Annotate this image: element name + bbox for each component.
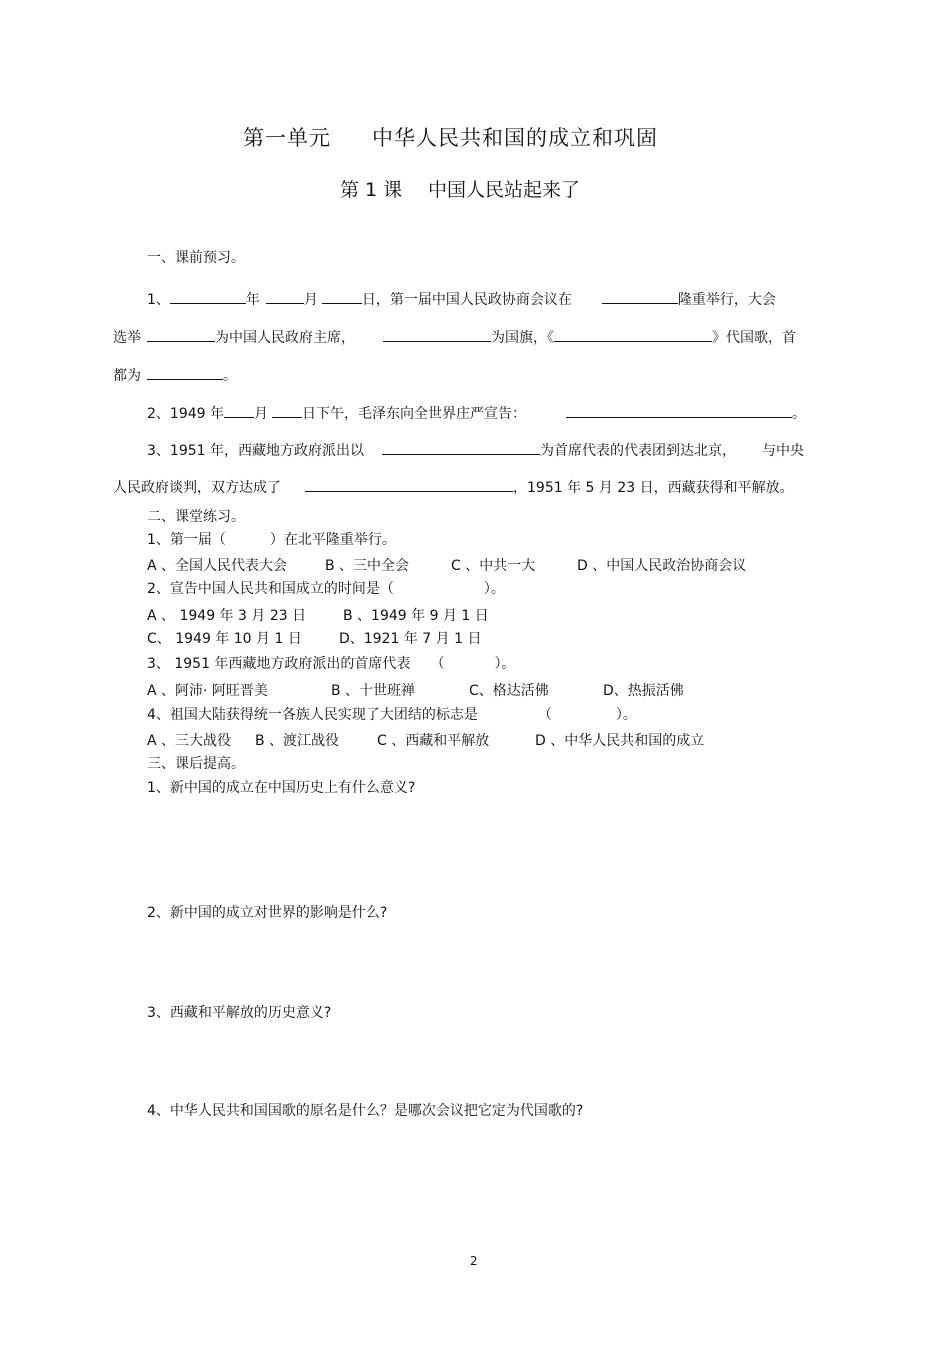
s1-q2: [147, 403, 806, 421]
option-b[interactable]: B 、渡江战役: [255, 733, 340, 749]
option-a[interactable]: A 、阿沛· 阿旺晋美: [147, 683, 268, 699]
text: ）。: [494, 656, 516, 672]
option-c[interactable]: C、格达活佛: [469, 683, 549, 699]
fill-blank[interactable]: [382, 440, 540, 455]
text: ，1951 年 5 月 23 日，西藏获得和平解放。: [513, 480, 794, 496]
text: 年: [245, 292, 260, 308]
s3-question-1: 1、新中国的成立在中国历史上有什么意义?: [147, 780, 416, 796]
fill-blank[interactable]: [147, 327, 215, 342]
section3-heading: 三、课后提高。: [147, 756, 245, 772]
fill-blank[interactable]: [383, 327, 491, 342]
page-number: 2: [470, 1254, 478, 1268]
text: 隆重举行，大会: [677, 292, 776, 308]
text: 日下午，毛泽东向全世界庄严宣告：: [302, 406, 526, 422]
s2-q1-stem: [147, 533, 396, 547]
text: 。: [792, 406, 806, 422]
text: 日，第一届中国人民政协商会议在: [361, 292, 572, 308]
fill-blank[interactable]: [602, 289, 678, 304]
s3-question-3: 3、西藏和平解放的历史意义?: [147, 1005, 332, 1021]
text: （: [537, 707, 552, 723]
fill-blank[interactable]: [147, 365, 223, 380]
s3-question-4: 4、中华人民共和国国歌的原名是什么？是哪次会议把它定为代国歌的?: [147, 1103, 584, 1119]
text: 3、1951 年，西藏地方政府派出以: [147, 443, 364, 459]
section2-heading: 二、课堂练习。: [147, 509, 245, 525]
text: 。: [223, 368, 237, 384]
text: 2、1949 年: [147, 406, 224, 422]
section1-heading: 一、课前预习。: [147, 250, 245, 266]
option-c[interactable]: C 、中共一大: [451, 558, 536, 574]
text: 》代国歌，首: [712, 330, 796, 346]
text: 月: [254, 406, 268, 422]
unit-subtitle: 中华人民共和国的成立和巩固: [372, 126, 658, 150]
unit-title: 第一单元: [243, 126, 331, 150]
fill-blank[interactable]: [170, 289, 246, 304]
text: 月: [303, 292, 318, 308]
text: 为国旗，《: [491, 330, 554, 346]
s1-q1-line1: [147, 289, 776, 307]
fill-blank[interactable]: [554, 327, 712, 342]
fill-blank[interactable]: [272, 403, 302, 418]
s1-q1-line2: [113, 327, 796, 345]
s2-q4-options: [147, 734, 704, 748]
option-d[interactable]: D、热振活佛: [603, 683, 684, 699]
option-b[interactable]: B 、三中全会: [325, 558, 410, 574]
option-d[interactable]: D、1921 年 7 月 1 日: [339, 631, 482, 647]
s3-question-2: 2、新中国的成立对世界的影响是什么?: [147, 905, 388, 921]
text: 3、 1951 年西藏地方政府派出的首席代表: [147, 656, 411, 672]
text: ）。: [615, 707, 637, 723]
option-c[interactable]: C 、西藏和平解放: [377, 733, 490, 749]
option-d[interactable]: D 、中华人民共和国的成立: [535, 733, 705, 749]
lesson-number: 第 1 课: [340, 179, 403, 201]
s2-q2-options-row2: [147, 632, 481, 646]
s2-q4-stem: [147, 708, 637, 722]
text: 为首席代表的代表团到达北京，: [540, 443, 736, 459]
text: （: [430, 656, 445, 672]
option-d[interactable]: D 、中国人民政治协商会议: [577, 558, 747, 574]
s1-q3-line2: [113, 477, 794, 495]
option-b[interactable]: B 、十世班禅: [331, 683, 416, 699]
s2-q2-options-row1: [147, 609, 489, 623]
s1-q1-line3: [113, 365, 237, 383]
text: 2、宣告中国人民共和国成立的时间是（: [147, 581, 394, 597]
text: 与中央: [762, 443, 804, 459]
s2-q1-options: [147, 559, 746, 573]
option-a[interactable]: A 、三大战役: [147, 733, 232, 749]
fill-blank[interactable]: [266, 289, 304, 304]
text: 4、祖国大陆获得统一各族人民实现了大团结的标志是: [147, 707, 478, 723]
option-a[interactable]: A 、全国人民代表大会: [147, 558, 288, 574]
s2-q3-options: [147, 684, 684, 698]
q-number: 1、: [147, 292, 170, 308]
text: 都为: [113, 368, 141, 384]
option-b[interactable]: B 、1949 年 9 月 1 日: [343, 608, 489, 624]
text: 选举: [113, 330, 141, 346]
fill-blank[interactable]: [322, 289, 362, 304]
text: ）。: [483, 581, 505, 597]
fill-blank[interactable]: [566, 403, 792, 418]
option-c[interactable]: C、 1949 年 10 月 1 日: [147, 631, 302, 647]
text: 1、第一届（: [147, 532, 226, 548]
fill-blank[interactable]: [224, 403, 254, 418]
text: 为中国人民政府主席，: [215, 330, 355, 346]
option-a[interactable]: A 、 1949 年 3 月 23 日: [147, 608, 307, 624]
s1-q3-line1: [147, 440, 804, 458]
lesson-title: 中国人民站起来了: [428, 179, 581, 201]
fill-blank[interactable]: [305, 477, 513, 492]
s2-q2-stem: [147, 582, 505, 596]
text: 人民政府谈判，双方达成了: [113, 480, 281, 496]
text: ）在北平隆重举行。: [269, 532, 396, 548]
s2-q3-stem: [147, 657, 515, 671]
